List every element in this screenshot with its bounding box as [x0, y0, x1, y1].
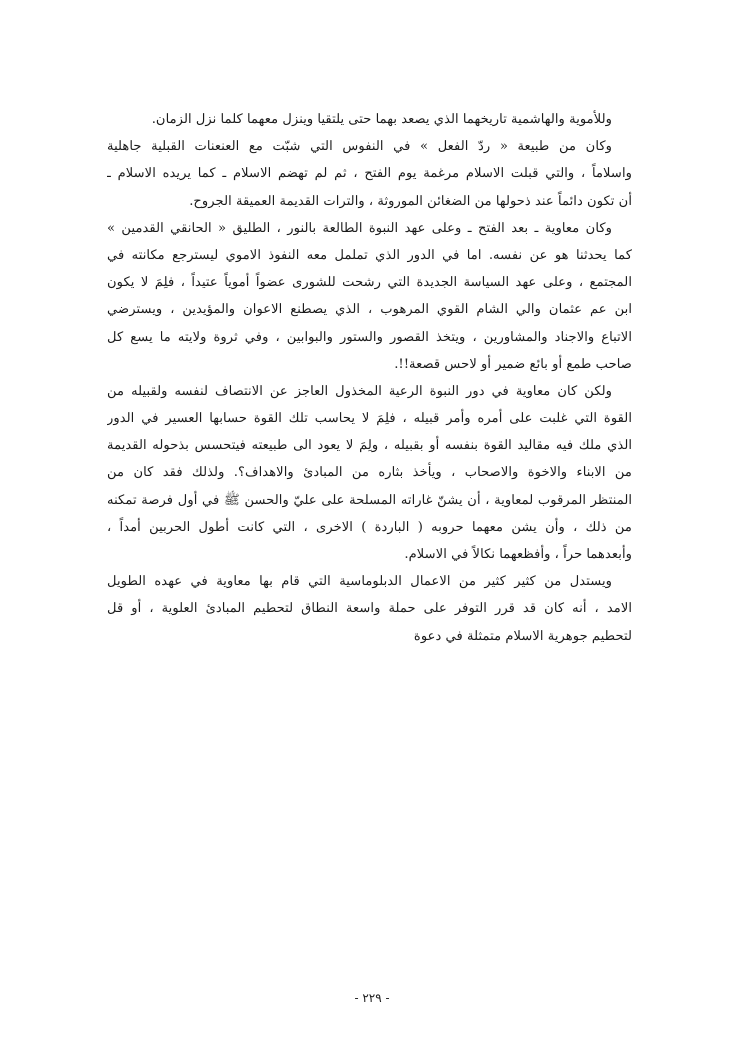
text-line: وكان معاوية ـ بعد الفتح ـ وعلى عهد النبوة الطالعة بالنور ، الطليق « الحانقي القدمين »	[107, 220, 612, 236]
text-line: القوة التي غلبت على أمره وأمر قبيله ، فلِمَ لا يحاسب تلك القوة حسابها العسير في الدور	[107, 411, 632, 427]
text-line: المنتظر المرقوب لمعاوية ، أن يشنّ غاراته المسلحة على عليّ والحسن ﷺ في أول فرصة تمكنه	[107, 492, 632, 508]
text-line: صاحب طمع أو بائع ضمير أو لاحس قصعة!!.	[394, 356, 632, 372]
text-body	[107, 106, 632, 650]
text-line: وللأموية والهاشمية تاريخهما الذي يصعد بهما حتى يلتقيا وينزل معهما كلما نزل الزمان.	[151, 112, 612, 127]
text-line: ابن عم عثمان والي الشام القوي المرهوب ، الذي يصطنع الاعوان والمؤيدين ، ويسترضي	[107, 302, 632, 318]
text-line: الامد ، أنه كان قد قرر التوفر على حملة واسعة النطاق لتحطيم المبادئ العلوية ، أو قل	[107, 601, 632, 617]
text-line: أن تكون دائماً عند ذحولها من الضغائن الموروثة ، والترات القديمة العميقة الجروح.	[189, 193, 632, 209]
page-number: - ٢٢٩ -	[354, 991, 390, 1005]
text-line: من الابناء والاخوة والاصحاب ، ويأخذ بثاره من المبادئ والاهداف؟. ولذلك فقد كان من	[107, 465, 632, 481]
text-line: وكان من طبيعة « ردّ الفعل » في النفوس التي شبّت مع العنعنات القبلية جاهلية	[107, 139, 612, 155]
text-line: من ذلك ، وأن يشن معهما حروبه ( الباردة ) الاخرى ، التي كانت أطول الحربين أمداً ،	[107, 519, 632, 535]
text-line: الذي ملك فيه مقاليد القوة بنفسه أو بقبيله ، ولِمَ لا يعود الى طبيعته فيتحسس بذحوله القديمة	[107, 438, 632, 454]
text-line: كما يحدثنا هو عن نفسه. اما في الدور الذي تململ معه النفوذ الاموي ليسترجع مكانته في	[107, 247, 632, 263]
text-line: وأبعدهما حراً ، وأفظعهما نكالاً في الاسلام.	[404, 547, 632, 562]
text-line: ولكن كان معاوية في دور النبوة الرعية المخذول العاجز عن الانتصاف لنفسه ولقبيله من	[107, 383, 612, 399]
text-line: الاتباع والاجناد والمشاورين ، ويتخذ القصور والستور والبوابين ، وفي ثروة ولايته ما يسع كل	[107, 329, 632, 345]
text-line: واسلاماً ، والتي قبلت الاسلام مرغمة يوم الفتح ، ثم لم تهضم الاسلام ـ كما يريده الاسلام ـ	[107, 166, 632, 182]
text-line: ويستدل من كثير كثير من الاعمال الدبلوماسية التي قام بها معاوية في عهده الطويل	[107, 574, 612, 590]
text-line: لتحطيم جوهرية الاسلام متمثلة في دعوة	[413, 628, 632, 644]
text-line: المجتمع ، وعلى عهد السياسة الجديدة التي رشحت للشورى عضواً أموياً عتيداً ، فلِمَ لا يكون	[107, 275, 632, 291]
